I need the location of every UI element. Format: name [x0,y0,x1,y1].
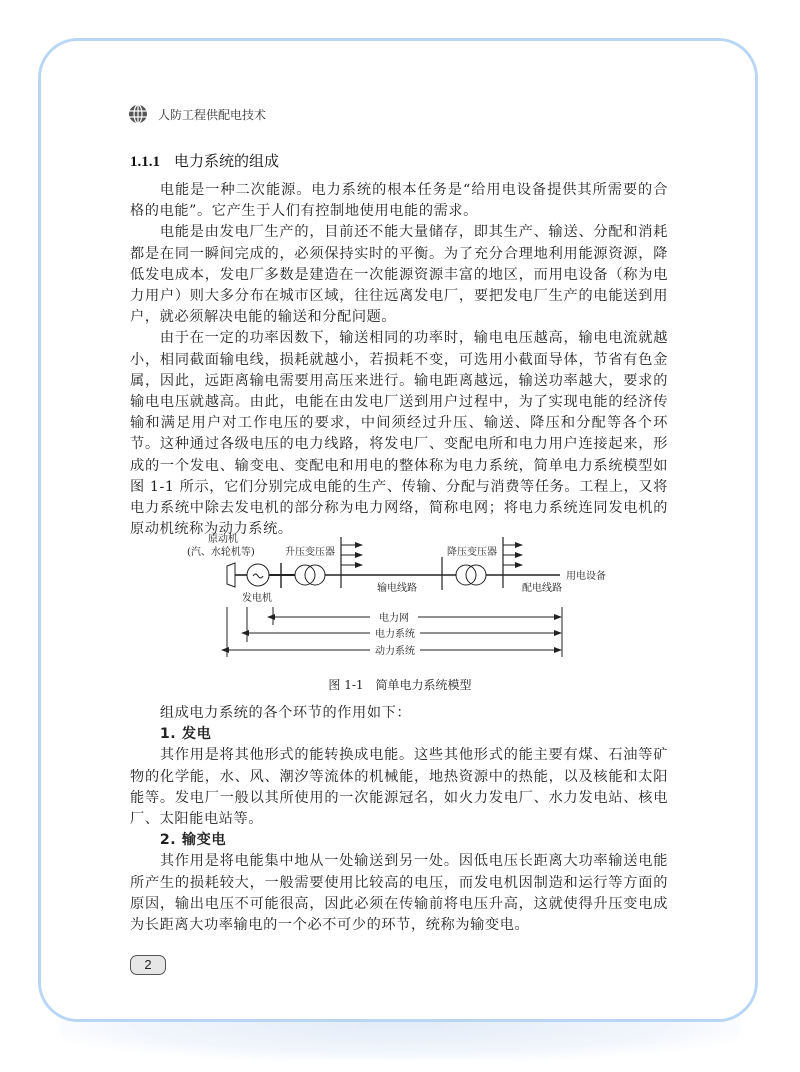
label-prime-mover-note: (汽、水轮机等) [187,547,255,558]
label-grid: 电力网 [379,613,409,624]
book-title: 人防工程供配电技术 [158,107,267,122]
paragraph: 电能是一种二次能源。电力系统的根本任务是“给用电设备提供其所需要的合格的电能”。它产生于人们有控制地使用电能的需求。 [130,182,668,220]
item-heading: 1. 发电 [159,726,212,743]
paragraph: 其作用是将电能集中地从一处输送到另一处。因低电压长距离大功率输送电能所产生的损耗较大，一般需要使用比较高的电压，而发电机因制造和运行等方面的原因，输出电压不可能很高，因此必须在传输前将电压升高，这就使得升压变电成为长距离大功率输电的一个必不可少的环节，统称为输变电。 [130,853,668,934]
page-number: 2 [130,955,166,975]
body-text-bottom [130,703,668,936]
label-distribution-line: 配电线路 [522,583,562,594]
label-prime-mover: 原动机 [208,534,238,545]
prime-mover-symbol [227,563,235,587]
label-step-down: 降压变压器 [447,547,497,558]
label-dynamic-system: 动力系统 [375,646,415,657]
label-power-system: 电力系统 [375,629,415,640]
label-consumer: 用电设备 [566,571,606,582]
label-step-up: 升压变压器 [285,547,335,558]
generator-symbol [247,564,269,586]
paragraph: 其作用是将其他形式的能转换成电能。这些其他形式的能主要有煤、石油等矿物的化学能，水、风、潮汐等流体的机械能，地热资源中的热能，以及核能和太阳能等。发电厂一般以其所使用的一次能源冠名，如火力发电厂、水力发电站、核电厂、太阳能电站等。 [130,747,668,828]
item-heading: 2. 输变电 [159,832,227,849]
figure-caption: 图 1-1 简单电力系统模型 [328,678,472,692]
label-transmission-line: 输电线路 [377,583,417,594]
paragraph: 电能是由发电厂生产的，目前还不能大量储存，即其生产、输送、分配和消耗都是在同一瞬间完成的，必须保持实时的平衡。为了充分合理地利用能源资源，降低发电成本，发电厂多数是建造在一次能源资源丰富的地区，而用电设备（称为电力用户）则大多分布在城市区域，往往远离发电厂，要把发电厂生产的电能送到用户，就必须解决电能的输送和分配问题。 [130,224,668,326]
label-generator: 发电机 [242,593,272,604]
intro-paragraph: 组成电力系统的各个环节的作用如下： [159,705,412,721]
section-title: 电力系统的组成 [174,152,280,170]
paragraph: 由于在一定的功率因数下，输送相同的功率时，输电电压越高，输电电流就越小，相同截面输电线，损耗就越小，若损耗不变，可选用小截面导体，节省有色金属，因此，远距离输电需要用高压来进行。输电距离越远，输送功率越大，要求的输电电压就越高。由此，电能在由发电厂送到用户过程中，为了实现电能的经济传输和满足用户对工作电压的要求，中间须经过升压、输送、降压和分配等各个环节。这种通过各级电压的电力线路，将发电厂、变配电所和电力用户连接起来，形成的一个发电、输变电、变配电和用电的整体称为电力系统，简单电力系统模型如图 1-1 所示，它们分别完成电能的生产、传输、分配与消费等任务。工程上，又将电力系统中除去发电机的部分称为电力网络，简称电网；将电力系统连同发电机的原动机统称为动力系统。 [130,330,668,538]
section-number: 1.1.1 [130,154,160,170]
